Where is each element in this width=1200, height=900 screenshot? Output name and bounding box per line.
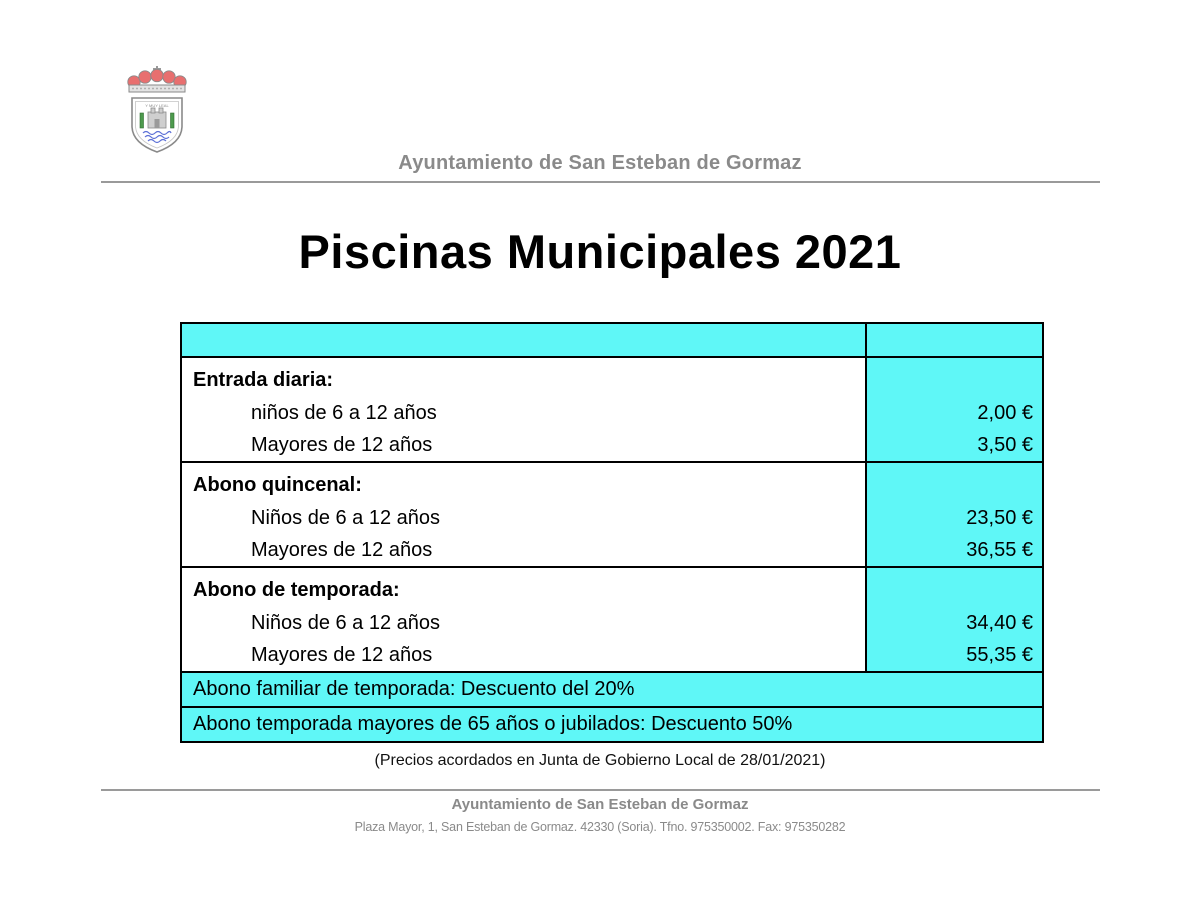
svg-text:Y MUY LEAL: Y MUY LEAL	[145, 103, 169, 108]
section-description-cell	[181, 357, 866, 462]
header-rule	[101, 181, 1100, 183]
header-cell-description	[181, 323, 866, 357]
section-label: Abono quincenal:	[193, 474, 362, 496]
price-item-label: Mayores de 12 años	[251, 539, 433, 561]
price-item-label: Niños de 6 a 12 años	[251, 507, 441, 529]
price-value: 2,00 €	[977, 402, 1033, 424]
price-spacer	[867, 463, 1042, 502]
page-title: Piscinas Municipales 2021	[298, 225, 902, 278]
municipal-crest-icon	[118, 64, 196, 158]
price-spacer	[867, 568, 1042, 607]
discount-row-label: Abono familiar de temporada: Descuento del 20%	[181, 672, 1043, 707]
section-description-cell	[181, 567, 866, 672]
table-row-entrada-diaria	[181, 357, 1043, 462]
header-cell-price	[866, 323, 1043, 357]
discount-row-label: Abono temporada mayores de 65 años o jubilados: Descuento 50%	[181, 707, 1043, 742]
price-item-label: Niños de 6 a 12 años	[251, 612, 441, 634]
section-price-cell	[866, 462, 1043, 567]
section-label: Entrada diaria:	[193, 369, 334, 391]
section-price-cell	[866, 357, 1043, 462]
price-value: 3,50 €	[977, 434, 1033, 456]
price-value: 36,55 €	[966, 539, 1033, 561]
section-price-cell	[866, 567, 1043, 672]
price-value: 34,40 €	[966, 612, 1033, 634]
price-spacer	[867, 358, 1042, 397]
price-value: 23,50 €	[966, 507, 1033, 529]
price-value: 55,35 €	[966, 644, 1033, 666]
footer-rule	[101, 789, 1100, 791]
table-row-discount-mayores	[181, 707, 1043, 742]
price-table	[180, 322, 1044, 743]
table-row-abono-temporada	[181, 567, 1043, 672]
table-row-abono-quincenal	[181, 462, 1043, 567]
table-row-discount-familiar	[181, 672, 1043, 707]
footer-org-title: Ayuntamiento de San Esteban de Gormaz	[451, 796, 749, 813]
footer-address: Plaza Mayor, 1, San Esteban de Gormaz. 42330 (Soria). Tfno. 975350002. Fax: 975350282	[354, 820, 846, 834]
price-item-label: Mayores de 12 años	[251, 434, 433, 456]
table-header-row	[181, 323, 1043, 357]
section-label: Abono de temporada:	[193, 579, 400, 601]
price-item-label: Mayores de 12 años	[251, 644, 433, 666]
price-item-label: niños de 6 a 12 años	[251, 402, 437, 424]
prices-note: (Precios acordados en Junta de Gobierno Local de 28/01/2021)	[374, 752, 826, 769]
section-description-cell	[181, 462, 866, 567]
header-org-title: Ayuntamiento de San Esteban de Gormaz	[398, 152, 802, 174]
